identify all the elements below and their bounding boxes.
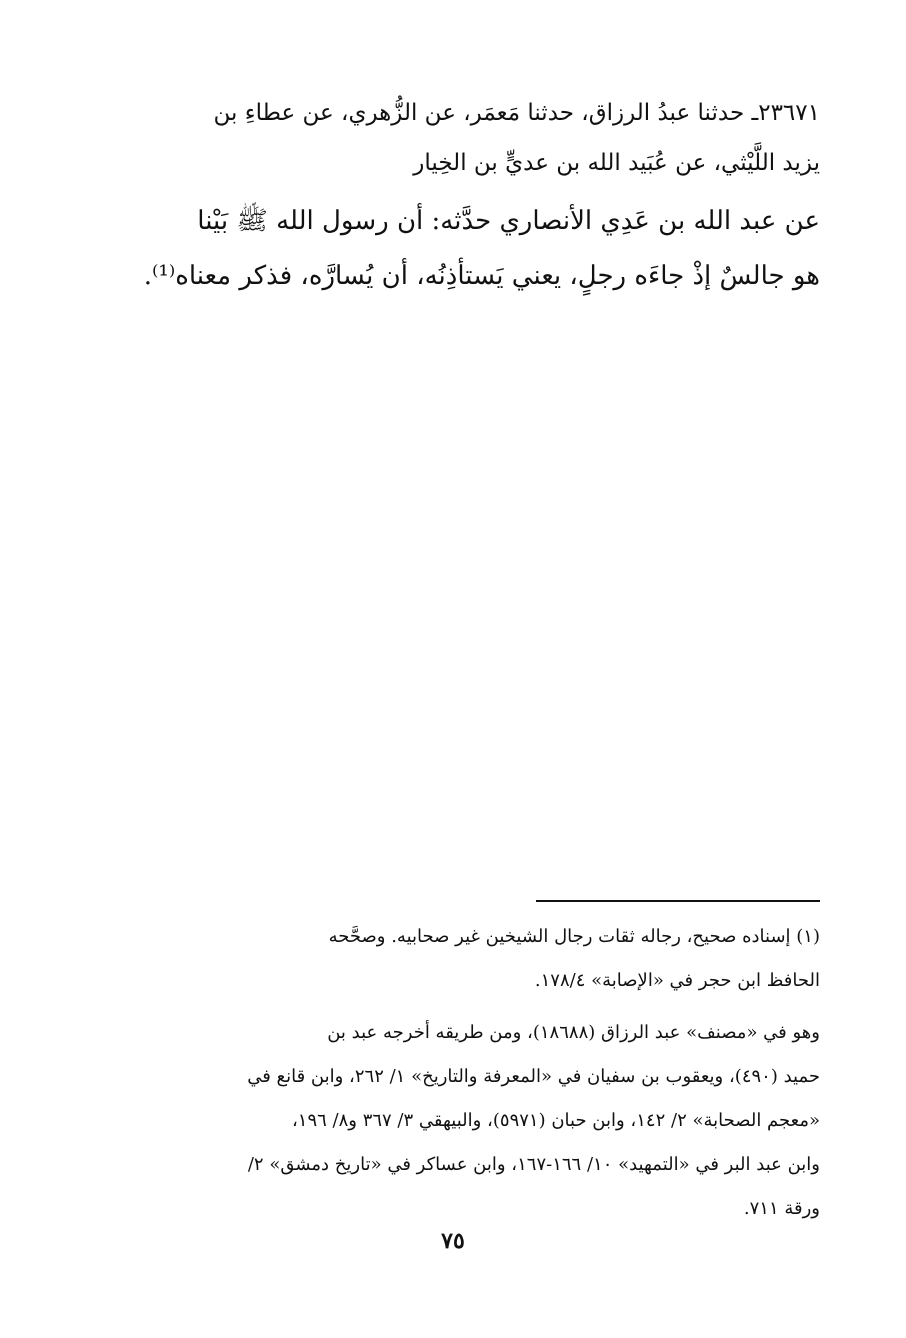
footnote-line-4: حميد (٤٩٠)، ويعقوب بن سفيان في «المعرفة والتاريخ» ١/ ٢٦٢، وابن قانع في (247, 1066, 820, 1087)
hadith-text-line-2: هو جالسٌ إذْ جاءَه رجلٍ، يعني يَستأذِنُه، أن يُسارَّه، فذكر معناه⁽¹⁾. (143, 261, 820, 291)
page-number: ٧٥ (441, 1228, 465, 1254)
hadith-text (122, 194, 820, 304)
footnote-divider (536, 900, 820, 902)
footnote-line-6: وابن عبد البر في «التمهيد» ١٠/ ١٦٦-١٦٧، وابن عساكر في «تاريخ دمشق» ٢/ (247, 1154, 820, 1175)
hadith-chain-line-2: يزيد اللَّيْثي، عن عُبَيد الله بن عديٍّ بن الخِيار (413, 150, 820, 176)
footnote-line-1: (١) إسناده صحيح، رجاله ثقات رجال الشيخين غير صحابيه. وصحَّحه (328, 926, 820, 947)
footnote-line-5: «معجم الصحابة» ٢/ ١٤٢، وابن حبان (٥٩٧١)، والبيهقي ٣/ ٣٦٧ و٨/ ١٩٦، (291, 1110, 820, 1131)
footnotes (122, 915, 820, 1231)
footnote-line-2: الحافظ ابن حجر في «الإصابة» ١٧٨/٤. (534, 970, 820, 991)
footnote-line-7: ورقة ٧١١. (743, 1198, 820, 1219)
hadith-chain-line-1: ٢٣٦٧١ـ حدثنا عبدُ الرزاق، حدثنا مَعمَر، عن الزُّهري، عن عطاءِ بن (213, 100, 820, 126)
footnote-paragraph-gap (122, 1003, 820, 1011)
hadith-text-line-1: عن عبد الله بن عَدِي الأنصاري حدَّثه: أن رسول الله ﷺ بَيْنا (197, 206, 820, 236)
footnote-line-3: وهو في «مصنف» عبد الرزاق (١٨٦٨٨)، ومن طريقه أخرجه عبد بن (327, 1022, 820, 1043)
hadith-chain (122, 88, 820, 188)
